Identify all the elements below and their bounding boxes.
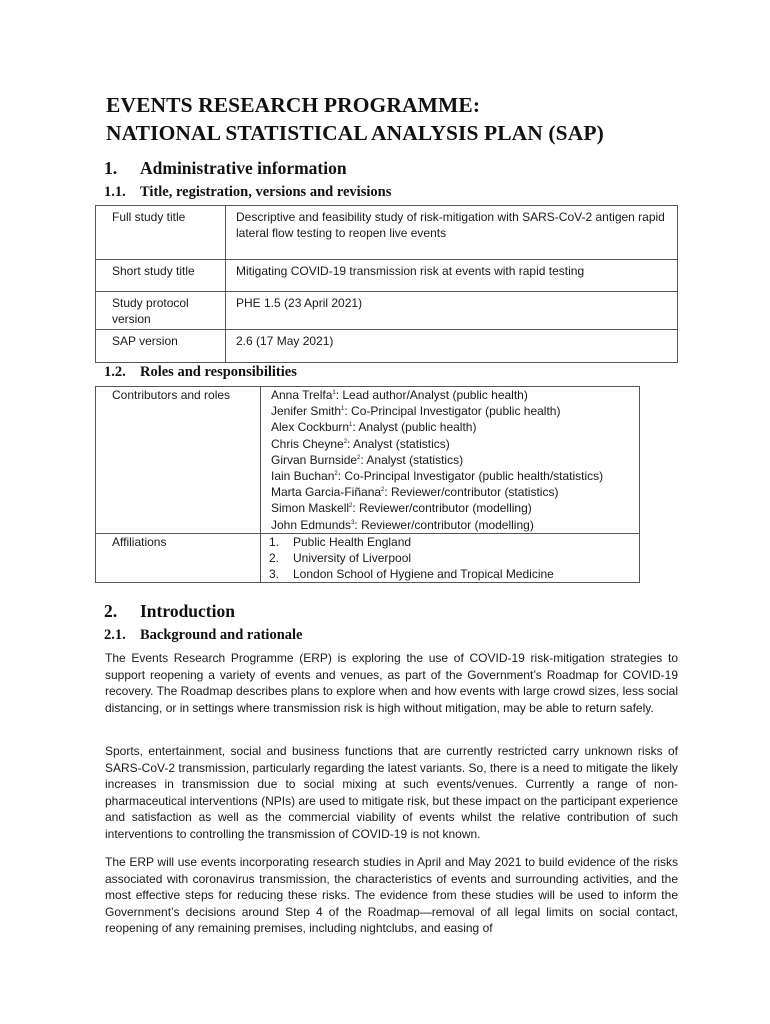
subsection-2-1-heading xyxy=(104,625,303,645)
contributor-role: : Reviewer/contributor (modelling) xyxy=(352,501,532,516)
section-1-number: 1. xyxy=(104,158,118,178)
affiliation-marker: 1 xyxy=(349,422,353,429)
contributors-label: Contributors and roles xyxy=(96,387,261,534)
row-value: Descriptive and feasibility study of risk-mitigation with SARS-CoV-2 antigen rapid lateral flow testing to reopen live events xyxy=(226,206,678,260)
contributor-line xyxy=(271,403,635,419)
subsection-1-1-number: 1.1. xyxy=(104,184,126,200)
affiliation-text: Public Health England xyxy=(293,534,412,549)
contributor-line xyxy=(271,436,635,452)
paragraph-3: The ERP will use events incorporating research studies in April and May 2021 to build evidence of the risks associated with coronavirus transmission, the characteristics of events and surrounding activities, and the most effective steps for reducing these risks. The evidence from these studies will be used to inform the Government’s decisions around Step 4 of the Roadmap—removal of all legal limits on social contact, reopening of any remaining premises, including nightclubs, and easing of xyxy=(105,855,678,936)
affiliation-number: 1. xyxy=(269,534,280,549)
affiliation-marker: 3 xyxy=(351,519,355,526)
table-row xyxy=(96,260,678,292)
contributor-name: Anna Trelfa xyxy=(271,388,333,402)
affiliation-number: 3. xyxy=(269,567,280,582)
subsection-1-1-title: Title, registration, versions and revisions xyxy=(140,184,392,200)
row-value: 2.6 (17 May 2021) xyxy=(226,330,678,363)
affiliation-marker: 2 xyxy=(381,487,385,494)
affiliation-item xyxy=(269,550,635,566)
contributor-line xyxy=(271,452,635,468)
row-label: Short study title xyxy=(96,260,226,292)
affiliation-marker: 2 xyxy=(343,438,348,445)
contributor-name: John Edmunds xyxy=(271,517,352,532)
row-value: Mitigating COVID-19 transmission risk at events with rapid testing xyxy=(226,260,678,292)
section-1-heading xyxy=(104,157,347,179)
subsection-2-1-title: Background and rationale xyxy=(140,627,303,643)
roles-table xyxy=(95,386,640,583)
paragraph-2: Sports, entertainment, social and business functions that are currently restricted carry unknown risks of SARS-CoV-2 transmission, particularly regarding the latest variants. So, there is a need to mitigate the likely increases in transmission due to social mixing at such events/venues. Currently a range of non-pharmaceutical interventions (NPIs) are used to mitigate risk, but these impact on the participant experience and satisfaction as well as the commercial viability of events whilst the relative contribution of such interventions to controlling the transmission of COVID-19 is not known. xyxy=(105,744,678,841)
contributor-line xyxy=(271,419,635,435)
contributor-role: : Lead author/Analyst (public health) xyxy=(335,388,528,402)
paragraph-1: The Events Research Programme (ERP) is exploring the use of COVID-19 risk-mitigation strategies to support reopening a variety of events and venues, as part of the Government’s Roadmap for COVID-19 recovery. The Roadmap describes plans to explore when and how events with large crowd sizes, less social distancing, or in settings where transmission risk is high without mitigation, may be able to return safely. xyxy=(105,651,678,715)
contributor-line xyxy=(271,484,635,500)
row-label: Full study title xyxy=(96,206,226,260)
contributor-line xyxy=(271,387,635,403)
contributor-name: Alex Cockburn xyxy=(271,420,350,435)
contributor-line xyxy=(271,468,635,484)
row-value: PHE 1.5 (23 April 2021) xyxy=(226,292,678,330)
subsection-2-1-number: 2.1. xyxy=(104,627,126,643)
affiliations-list xyxy=(261,533,640,583)
contributor-role: : Reviewer/contributor (statistics) xyxy=(384,485,559,500)
table-row xyxy=(96,206,678,260)
affiliation-text: University of Liverpool xyxy=(293,551,412,566)
affiliation-marker: 2 xyxy=(334,471,338,478)
table-row xyxy=(96,533,640,583)
admin-info-table xyxy=(95,205,678,363)
row-label: SAP version xyxy=(96,330,226,363)
title-line-1: EVENTS RESEARCH PROGRAMME: xyxy=(106,93,481,117)
subsection-1-2-title: Roles and responsibilities xyxy=(140,364,297,380)
section-1-title: Administrative information xyxy=(140,158,347,178)
affiliation-marker: 2 xyxy=(357,454,361,461)
contributor-name: Simon Maskell xyxy=(271,501,350,516)
contributor-line xyxy=(271,500,635,516)
contributor-role: : Reviewer/contributor (modelling) xyxy=(354,517,534,532)
contributor-name: Chris Cheyne xyxy=(271,436,344,451)
subsection-1-2-heading xyxy=(104,362,297,382)
table-row xyxy=(96,387,640,534)
affiliation-number: 2. xyxy=(269,551,280,566)
contributor-role: : Analyst (statistics) xyxy=(360,452,464,467)
affiliation-text: London School of Hygiene and Tropical Medicine xyxy=(293,567,554,582)
title-line-2: NATIONAL STATISTICAL ANALYSIS PLAN (SAP) xyxy=(106,121,604,145)
affiliation-item xyxy=(269,534,635,550)
section-2-title: Introduction xyxy=(140,601,235,621)
contributor-name: Marta Garcia-Fiñana xyxy=(271,485,382,500)
subsection-1-2-number: 1.2. xyxy=(104,364,126,380)
affiliation-marker: 1 xyxy=(332,390,336,396)
affiliation-marker: 2 xyxy=(349,503,353,510)
contributor-role: : Analyst (statistics) xyxy=(347,436,450,451)
table-row xyxy=(96,330,678,363)
contributor-role: : Co-Principal Investigator (public health) xyxy=(344,404,561,419)
row-label: Study protocol version xyxy=(96,292,226,330)
contributor-line xyxy=(271,517,635,533)
contributor-role: : Analyst (public health) xyxy=(352,420,477,435)
contributor-name: Iain Buchan xyxy=(271,469,335,484)
section-2-heading xyxy=(104,600,235,622)
table-row xyxy=(96,292,678,330)
affiliations-label: Affiliations xyxy=(96,533,261,583)
subsection-1-1-heading xyxy=(104,182,391,202)
document-title xyxy=(106,91,726,147)
contributor-name: Jenifer Smith xyxy=(271,404,342,419)
contributors-list xyxy=(261,387,640,534)
affiliation-item xyxy=(269,566,635,582)
contributor-name: Girvan Burnside xyxy=(271,452,358,467)
affiliation-marker: 1 xyxy=(341,406,345,413)
section-2-number: 2. xyxy=(104,601,118,621)
contributor-role: : Co-Principal Investigator (public health/statistics) xyxy=(337,469,604,484)
